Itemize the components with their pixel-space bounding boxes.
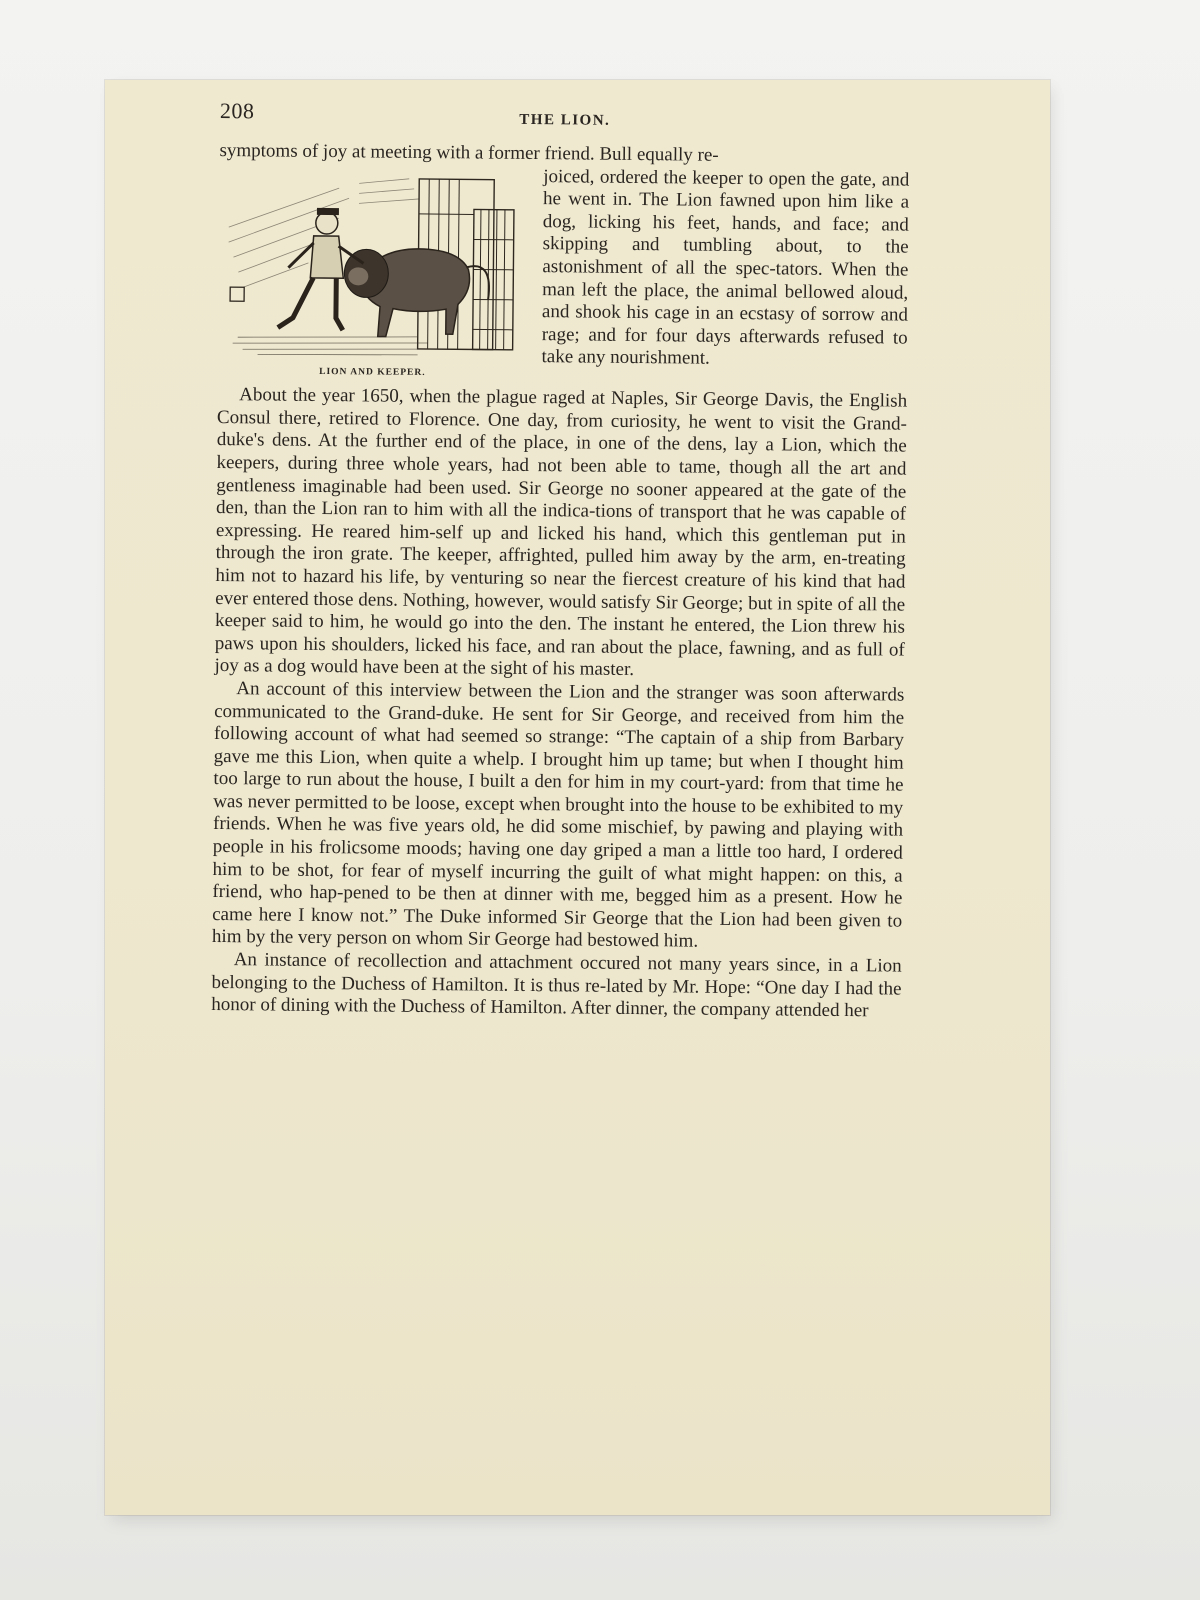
running-title: THE LION. bbox=[519, 111, 611, 129]
running-head bbox=[220, 100, 910, 147]
paragraph-3: An account of this interview between the Lion and the stranger was soon afterwards communicated to the Grand-duke. He sent for Sir George, and received from him the following account of what had seemed so strange: “The captain of a ship from Barbary gave me this Lion, when quite a whelp. I brought him up tame; but when I thought him too large to run about the house, I built a den for him in my court-yard: from that time he was never permitted to be loose, except when brought into the house to be exhibited to my friends. When he was five years old, he did some mischief, by pawing and playing with people in his frolicsome moods; having one day griped a man a little too hard, I ordered him to be shot, for fear of myself incurring the guilt of what might happen: on this, a friend, who hap-pened to be then at dinner with me, begged him as a present. How he came here I know not.” The Duke informed Sir George that the Lion had been given to him by the very person on whom Sir George had bestowed him. bbox=[211, 678, 905, 953]
text-block bbox=[211, 100, 910, 1023]
paragraph-1-wrapped-text: joiced, ordered the keeper to open the gate, and he went in. The Lion fawned upon him like a dog, licking his feet, hands, and face; and skipping and tumbling about, to the astonishment of all the spec-tators. When the man left the place, the animal bellowed aloud, and shook his cage in an ecstasy of sorrow and rage; and for four days afterwards refused to take any nourishment. bbox=[541, 165, 910, 370]
paragraph-1 bbox=[217, 139, 910, 378]
illustration bbox=[217, 167, 529, 386]
page-number: 208 bbox=[219, 98, 255, 124]
paragraph-1-first-line: symptoms of joy at meeting with a former friend. Bull equally re- bbox=[219, 139, 719, 166]
paragraph-2: About the year 1650, when the plague raged at Naples, Sir George Davis, the English Consul there, retired to Florence. One day, from curiosity, he went to visit the Grand-duke's dens. At the further end of the place, in one of the dens, lay a Lion, which the keepers, during three whole years, had not been able to tame, though all the art and gentleness imaginable had been used. Sir George no sooner appeared at the gate of the den, than the Lion ran to him with all the indica-tions of transport that he was capable of expressing. He reared him-self up and licked his hand, which this gentleman put in through the iron grate. The keeper, affrighted, pulled him away by the arm, en-treating him not to hazard his life, by venturing so near the fiercest creature of his kind that had ever entered those dens. Nothing, however, would satisfy Sir George; but in spite of all the keeper said to him, he would go into the den. The instant he entered, the Lion threw his paws upon his shoulders, licked his face, and ran about the place, fawning, and as full of joy as a dog would have been at the sight of his master. bbox=[214, 384, 908, 681]
figure-caption: LION AND KEEPER. bbox=[319, 366, 426, 378]
lion-and-keeper-engraving-icon bbox=[218, 167, 530, 360]
paragraph-4: An instance of recollection and attachment occured not many years since, in a Lion belonging to the Duchess of Hamilton. It is thus re-lated by Mr. Hope: “One day I had the honor of dining with the Duchess of Hamilton. After dinner, the company attended her bbox=[211, 949, 902, 1022]
